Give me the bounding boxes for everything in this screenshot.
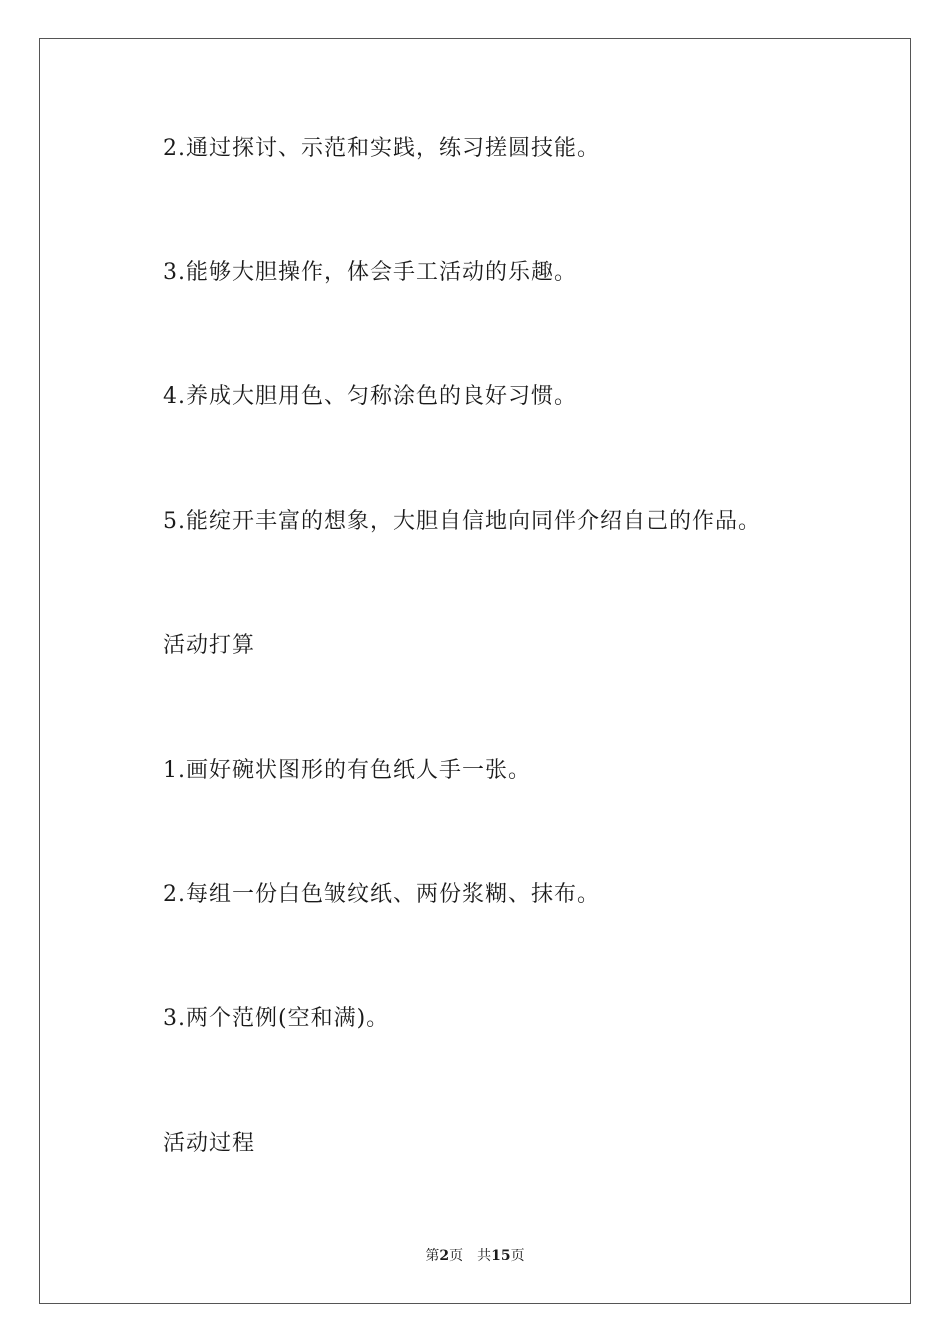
total-prefix: 共 xyxy=(477,1248,492,1264)
preparation-item-2: 2.每组一份白色皱纹纸、两份浆糊、抹布。 xyxy=(163,882,600,907)
page-footer xyxy=(0,1247,950,1265)
objective-item-3: 3.能够大胆操作，体会手工活动的乐趣。 xyxy=(163,260,577,285)
page-prefix: 第 xyxy=(425,1248,440,1264)
objective-item-4: 4.养成大胆用色、匀称涂色的良好习惯。 xyxy=(163,384,577,409)
preparation-item-3: 3.两个范例(空和满)。 xyxy=(163,1006,390,1031)
section-heading-process: 活动过程 xyxy=(163,1131,256,1156)
total-pages: 15 xyxy=(491,1248,511,1264)
page-suffix: 页 xyxy=(449,1248,464,1264)
total-suffix: 页 xyxy=(510,1248,525,1264)
page-border xyxy=(39,38,911,1304)
page-number: 2 xyxy=(439,1248,450,1264)
objective-item-2: 2.通过探讨、示范和实践，练习搓圆技能。 xyxy=(163,136,600,161)
preparation-item-1: 1.画好碗状图形的有色纸人手一张。 xyxy=(163,758,531,783)
section-heading-preparation: 活动打算 xyxy=(163,633,256,658)
objective-item-5: 5.能绽开丰富的想象，大胆自信地向同伴介绍自己的作品。 xyxy=(163,509,761,534)
